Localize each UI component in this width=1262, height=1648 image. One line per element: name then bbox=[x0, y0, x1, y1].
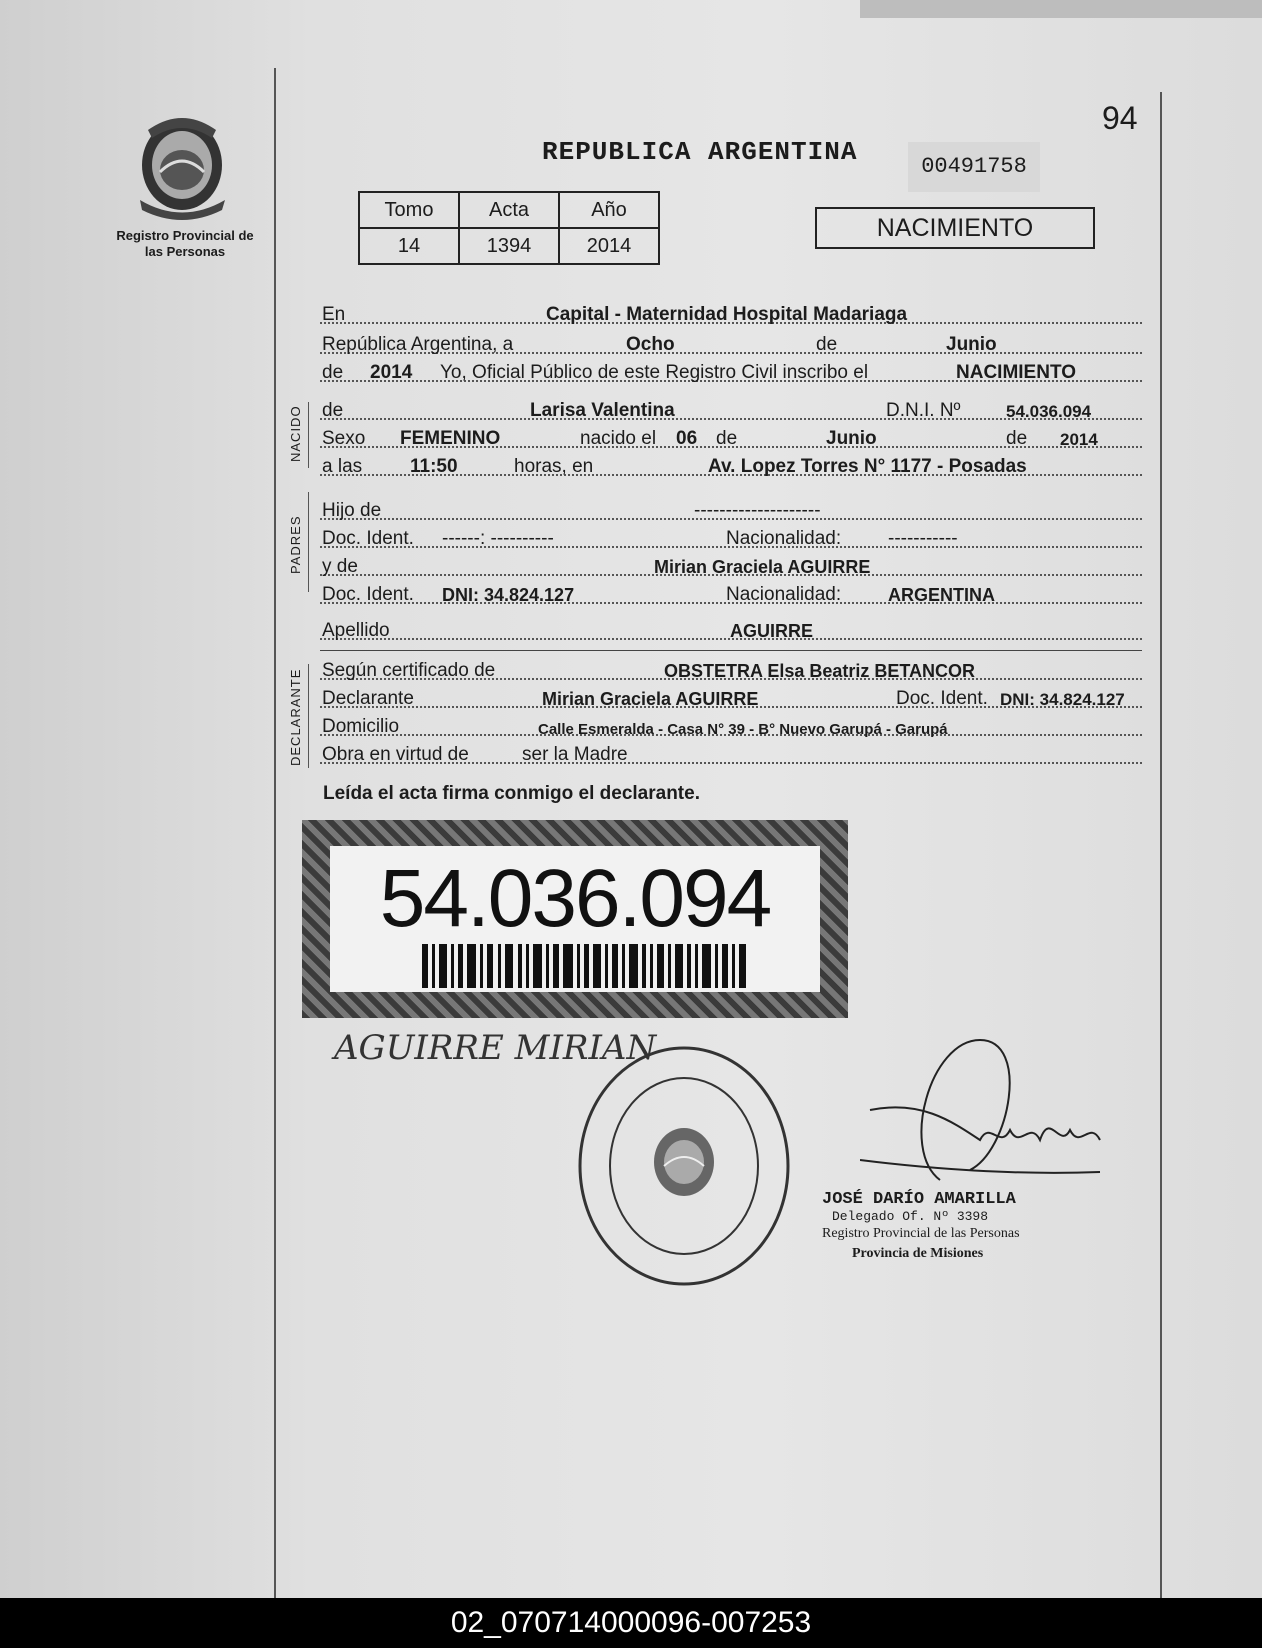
label-de3: de bbox=[322, 400, 344, 421]
barcode bbox=[422, 944, 746, 988]
label-declarante: Declarante bbox=[322, 688, 414, 709]
label-doc1: Doc. Ident. bbox=[322, 528, 414, 549]
label-obra: Obra en virtud de bbox=[322, 744, 469, 765]
row-declarante bbox=[320, 686, 1142, 710]
label-domicilio: Domicilio bbox=[322, 716, 400, 737]
official-block bbox=[822, 1190, 1092, 1262]
dni-sticker-number: 54.036.094 bbox=[379, 853, 771, 944]
label-nacido: nacido el bbox=[580, 428, 657, 449]
scan-edge bbox=[860, 0, 1262, 18]
official-name: JOSÉ DARÍO AMARILLA bbox=[822, 1190, 1016, 1209]
row-en bbox=[320, 302, 1142, 326]
value-domicilio: Calle Esmeralda - Casa N° 39 - B° Nuevo Garupá - Garupá bbox=[538, 721, 948, 738]
section-padres: PADRES bbox=[288, 515, 303, 574]
anio-header: Año bbox=[559, 192, 659, 228]
value-anio: 2014 bbox=[370, 362, 413, 383]
row-madre bbox=[320, 554, 1142, 578]
document-id: 02_070714000096-007253 bbox=[450, 1606, 812, 1639]
label-de4: de bbox=[716, 428, 738, 449]
page-number: 94 bbox=[1102, 100, 1138, 136]
provincia-misiones-seal bbox=[130, 110, 235, 220]
value-segun: OBSTETRA Elsa Beatriz BETANCOR bbox=[664, 661, 976, 681]
row-domicilio bbox=[320, 714, 1142, 738]
row-doc2 bbox=[320, 582, 1142, 606]
bracket-padres bbox=[308, 492, 309, 592]
value-sexo: FEMENINO bbox=[400, 428, 501, 449]
value-nac-mes: Junio bbox=[826, 428, 877, 449]
official-province: Provincia de Misiones bbox=[852, 1246, 984, 1261]
row-obra bbox=[320, 742, 1142, 766]
label-yde: y de bbox=[322, 556, 358, 577]
label-yo: Yo, Oficial Público de este Registro Civil inscribo el bbox=[440, 362, 869, 383]
label-nac2: Nacionalidad: bbox=[726, 584, 842, 605]
row-sexo bbox=[320, 426, 1142, 450]
value-apellido: AGUIRRE bbox=[730, 621, 814, 641]
value-doc1: ------: ---------- bbox=[442, 528, 554, 549]
label-apellido: Apellido bbox=[322, 620, 390, 641]
label-de2: de bbox=[322, 362, 344, 383]
tomo-acta-table bbox=[358, 191, 660, 265]
value-mes: Junio bbox=[946, 334, 997, 355]
section-nacido: NACIDO bbox=[288, 405, 303, 462]
leida-statement: Leída el acta firma conmigo el declarante. bbox=[323, 783, 700, 804]
official-stamp bbox=[574, 1044, 794, 1288]
value-obra: ser la Madre bbox=[522, 744, 628, 765]
label-sexo: Sexo bbox=[322, 428, 366, 449]
acta-header: Acta bbox=[459, 192, 559, 228]
row-doc1 bbox=[320, 526, 1142, 550]
row-apellido bbox=[320, 618, 1142, 642]
value-hora: 11:50 bbox=[410, 456, 458, 477]
document-id-bar bbox=[0, 1598, 1262, 1648]
acta-type-box: NACIMIENTO bbox=[815, 207, 1095, 249]
bracket-declarante bbox=[308, 664, 309, 768]
value-nac1: ----------- bbox=[888, 528, 958, 549]
apellido-separator bbox=[320, 650, 1142, 651]
value-hijo: -------------------- bbox=[694, 500, 821, 521]
label-republica: República Argentina, a bbox=[322, 334, 514, 355]
value-nac-anio: 2014 bbox=[1060, 430, 1098, 449]
row-segun bbox=[320, 658, 1142, 682]
value-madre: Mirian Graciela AGUIRRE bbox=[654, 557, 871, 577]
row-anio bbox=[320, 360, 1142, 384]
country-title: REPUBLICA ARGENTINA bbox=[542, 137, 858, 167]
dni-sticker-panel bbox=[330, 846, 820, 992]
row-hijo bbox=[320, 498, 1142, 522]
value-inscribo: NACIMIENTO bbox=[956, 362, 1076, 383]
label-dni: D.N.I. Nº bbox=[886, 400, 961, 421]
label-hijo: Hijo de bbox=[322, 500, 382, 521]
row-nombre bbox=[320, 398, 1142, 422]
handwritten-signature-name: AGUIRRE MIRIAN bbox=[334, 1028, 657, 1068]
official-org: Registro Provincial de las Personas bbox=[822, 1226, 1020, 1241]
label-de: de bbox=[816, 334, 838, 355]
label-nac1: Nacionalidad: bbox=[726, 528, 842, 549]
registro-provincial-label: Registro Provincial de las Personas bbox=[116, 228, 254, 259]
label-segun: Según certificado de bbox=[322, 660, 496, 681]
serial-number: 00491758 bbox=[908, 142, 1040, 192]
value-declarante: Mirian Graciela AGUIRRE bbox=[542, 689, 759, 709]
official-title: Delegado Of. Nº 3398 bbox=[832, 1209, 989, 1224]
section-declarante: DECLARANTE bbox=[288, 668, 303, 766]
row-republica bbox=[320, 332, 1142, 356]
label-en: En bbox=[322, 304, 346, 325]
label-doc2: Doc. Ident. bbox=[322, 584, 414, 605]
value-lugar: Av. Lopez Torres N° 1177 - Posadas bbox=[708, 456, 1027, 477]
label-horas: horas, en bbox=[514, 456, 594, 477]
value-dia: Ocho bbox=[626, 334, 675, 355]
tomo-value: 14 bbox=[359, 228, 459, 264]
value-dni: 54.036.094 bbox=[1006, 402, 1092, 421]
tomo-header: Tomo bbox=[359, 192, 459, 228]
label-docdecl: Doc. Ident. bbox=[896, 688, 988, 709]
margin-line-right bbox=[1160, 92, 1162, 1598]
label-alas: a las bbox=[322, 456, 363, 477]
anio-value: 2014 bbox=[559, 228, 659, 264]
value-nac-dia: 06 bbox=[676, 428, 698, 449]
value-nac2: ARGENTINA bbox=[888, 585, 995, 605]
value-doc2: DNI: 34.824.127 bbox=[442, 585, 575, 605]
value-en: Capital - Maternidad Hospital Madariaga bbox=[546, 304, 908, 325]
value-nombre: Larisa Valentina bbox=[530, 400, 675, 421]
label-de5: de bbox=[1006, 428, 1028, 449]
value-docdecl: DNI: 34.824.127 bbox=[1000, 690, 1125, 709]
margin-line-left bbox=[274, 68, 276, 1598]
bracket-nacido bbox=[308, 402, 309, 468]
acta-value: 1394 bbox=[459, 228, 559, 264]
dni-sticker bbox=[302, 820, 848, 1018]
row-hora bbox=[320, 454, 1142, 478]
